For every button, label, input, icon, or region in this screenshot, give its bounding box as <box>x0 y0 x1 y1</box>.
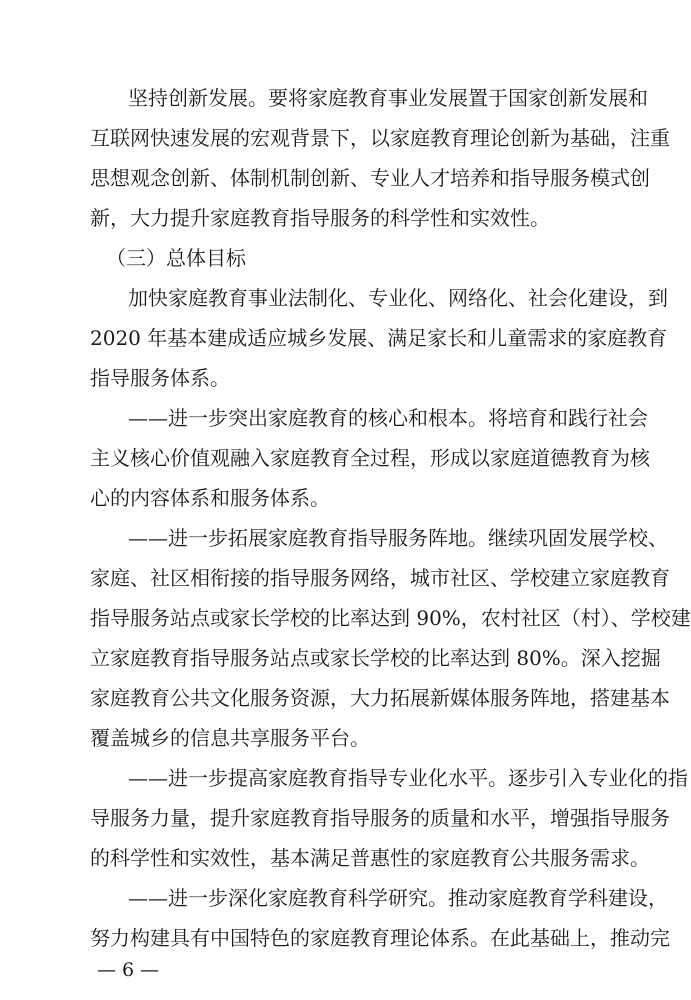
text-line: ——进一步突出家庭教育的核心和根本。将培育和践行社会 <box>128 406 648 430</box>
text-line: 的科学性和实效性，基本满足普惠性的家庭教育公共服务需求。 <box>90 846 650 870</box>
text-line: 2020 年基本建成适应城乡发展、满足家长和儿童需求的家庭教育 <box>90 326 668 350</box>
text-line: 思想观念创新、体制机制创新、专业人才培养和指导服务模式创 <box>90 166 650 190</box>
text-line: ——进一步深化家庭教育科学研究。推动家庭教育学科建设， <box>128 886 668 910</box>
text-line: 互联网快速发展的宏观背景下，以家庭教育理论创新为基础，注重 <box>90 126 670 150</box>
text-line: ——进一步拓展家庭教育指导服务阵地。继续巩固发展学校、 <box>128 526 668 550</box>
text-line: 新，大力提升家庭教育指导服务的科学性和实效性。 <box>90 206 550 230</box>
page-number: — 6 — <box>97 959 160 981</box>
text-line: 努力构建具有中国特色的家庭教育理论体系。在此基础上，推动完 <box>90 926 670 950</box>
text-line: 心的内容体系和服务体系。 <box>90 486 330 510</box>
text-line: 指导服务站点或家长学校的比率达到 90%，农村社区（村）、学校建 <box>90 606 691 630</box>
section-heading: （三）总体目标 <box>106 246 246 270</box>
text-line: 家庭、社区相衔接的指导服务网络，城市社区、学校建立家庭教育 <box>90 566 670 590</box>
text-line: 家庭教育公共文化服务资源，大力拓展新媒体服务阵地，搭建基本 <box>90 686 670 710</box>
text-line: 加快家庭教育事业法制化、专业化、网络化、社会化建设，到 <box>128 286 668 310</box>
text-line: 坚持创新发展。要将家庭教育事业发展置于国家创新发展和 <box>128 86 648 110</box>
text-line: 覆盖城乡的信息共享服务平台。 <box>90 726 370 750</box>
text-line: 指导服务体系。 <box>90 366 230 390</box>
text-line: 立家庭教育指导服务站点或家长学校的比率达到 80%。深入挖掘 <box>90 646 661 670</box>
text-line: ——进一步提高家庭教育指导专业化水平。逐步引入专业化的指 <box>128 766 688 790</box>
text-line: 导服务力量，提升家庭教育指导服务的质量和水平，增强指导服务 <box>90 806 670 830</box>
text-line: 主义核心价值观融入家庭教育全过程，形成以家庭道德教育为核 <box>90 446 650 470</box>
